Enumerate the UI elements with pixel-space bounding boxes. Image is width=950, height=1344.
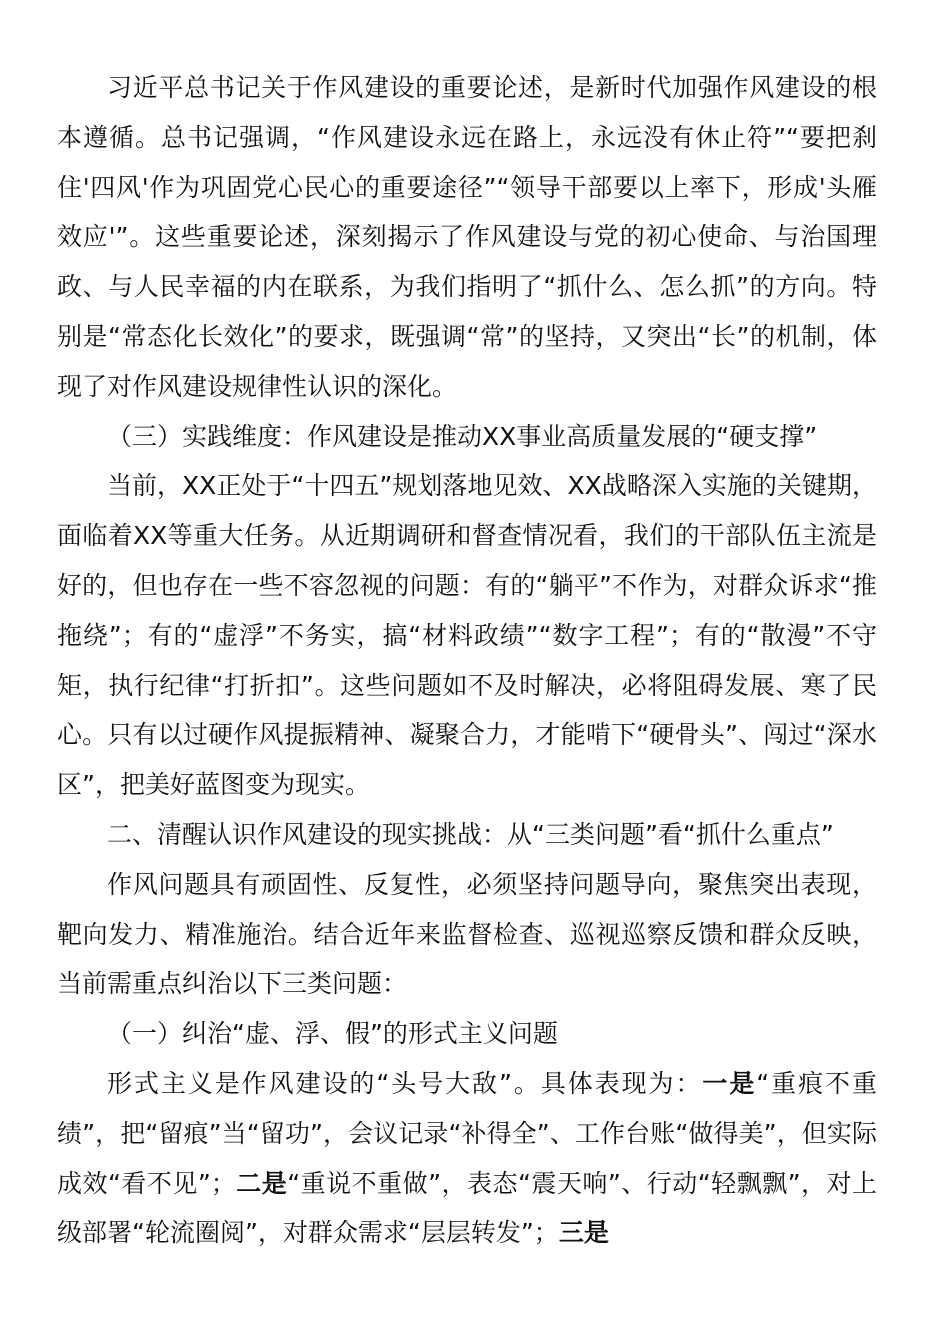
formalism-intro: 形式主义是作风建设的“头号大敌”。具体表现为： — [107, 1068, 703, 1098]
paragraph-current-situation: 当前，XX正处于“十四五”规划落地见效、XX战略深入实施的关键期，面临着XX等重大任务。从近期调研和督查情况看，我们的干部队伍主流是好的，但也存在一些不容忽视的问题：有的“躺平”不作为，对群众诉求“推拖绕”；有的“虚浮”不务实，搞“材料政绩”“数字工程”；有的“散漫”不守矩，执行纪律“打折扣”。这些问题如不及时解决，必将阻碍发展、寒了民心。只有以过硬作风提振精神、凝聚合力，才能啃下“硬骨头”、闯过“深水区”，把美好蓝图变为现实。 — [57, 471, 877, 800]
paragraph-theory-basis: 习近平总书记关于作风建设的重要论述，是新时代加强作风建设的根本遵循。总书记强调，“作风建设永远在路上，永远没有休止符”“要把刹住'四风'作为巩固党心民心的重要途径”“领导干部要以上率下，形成'头雁效应'”。这些重要论述，深刻揭示了作风建设与党的初心使命、与治国理政、与人民幸福的内在联系，为我们指明了“抓什么、怎么抓”的方向。特别是“常态化长效化”的要求，既强调“常”的坚持，又突出“长”的机制，体现了对作风建设规律性认识的深化。 — [57, 73, 877, 401]
section-heading-practice-dimension: （三）实践维度：作风建设是推动XX事业高质量发展的“硬支撑” — [107, 421, 818, 451]
item-label-first: 一是 — [702, 1068, 757, 1098]
section-heading-realistic-challenges: 二、清醒认识作风建设的现实挑战：从“三类问题”看“抓什么重点” — [107, 819, 834, 849]
paragraph-formalism-details — [57, 1059, 877, 1258]
item-text-first: “重痕不重绩”，把“留痕”当“留功”，会议记录“补得全”、工作台账“做得美”，但实际成效“看不见”； — [57, 1068, 877, 1198]
subsection-heading-formalism: （一）纠治“虚、浮、假”的形式主义问题 — [107, 1019, 558, 1049]
paragraph-problem-orientation: 作风问题具有顽固性、反复性，必须坚持问题导向，聚焦突出表现，靶向发力、精准施治。结合近年来监督检查、巡视巡察反馈和群众反映，当前需重点纠治以下三类问题： — [57, 869, 877, 999]
item-label-third: 三是 — [558, 1218, 609, 1248]
document-page — [57, 63, 877, 1258]
item-text-second: “重说不重做”，表态“震天响”、行动“轻飘飘”，对上级部署“轮流圈阅”，对群众需求“层层转发”； — [57, 1168, 877, 1248]
item-label-second: 二是 — [235, 1168, 288, 1198]
